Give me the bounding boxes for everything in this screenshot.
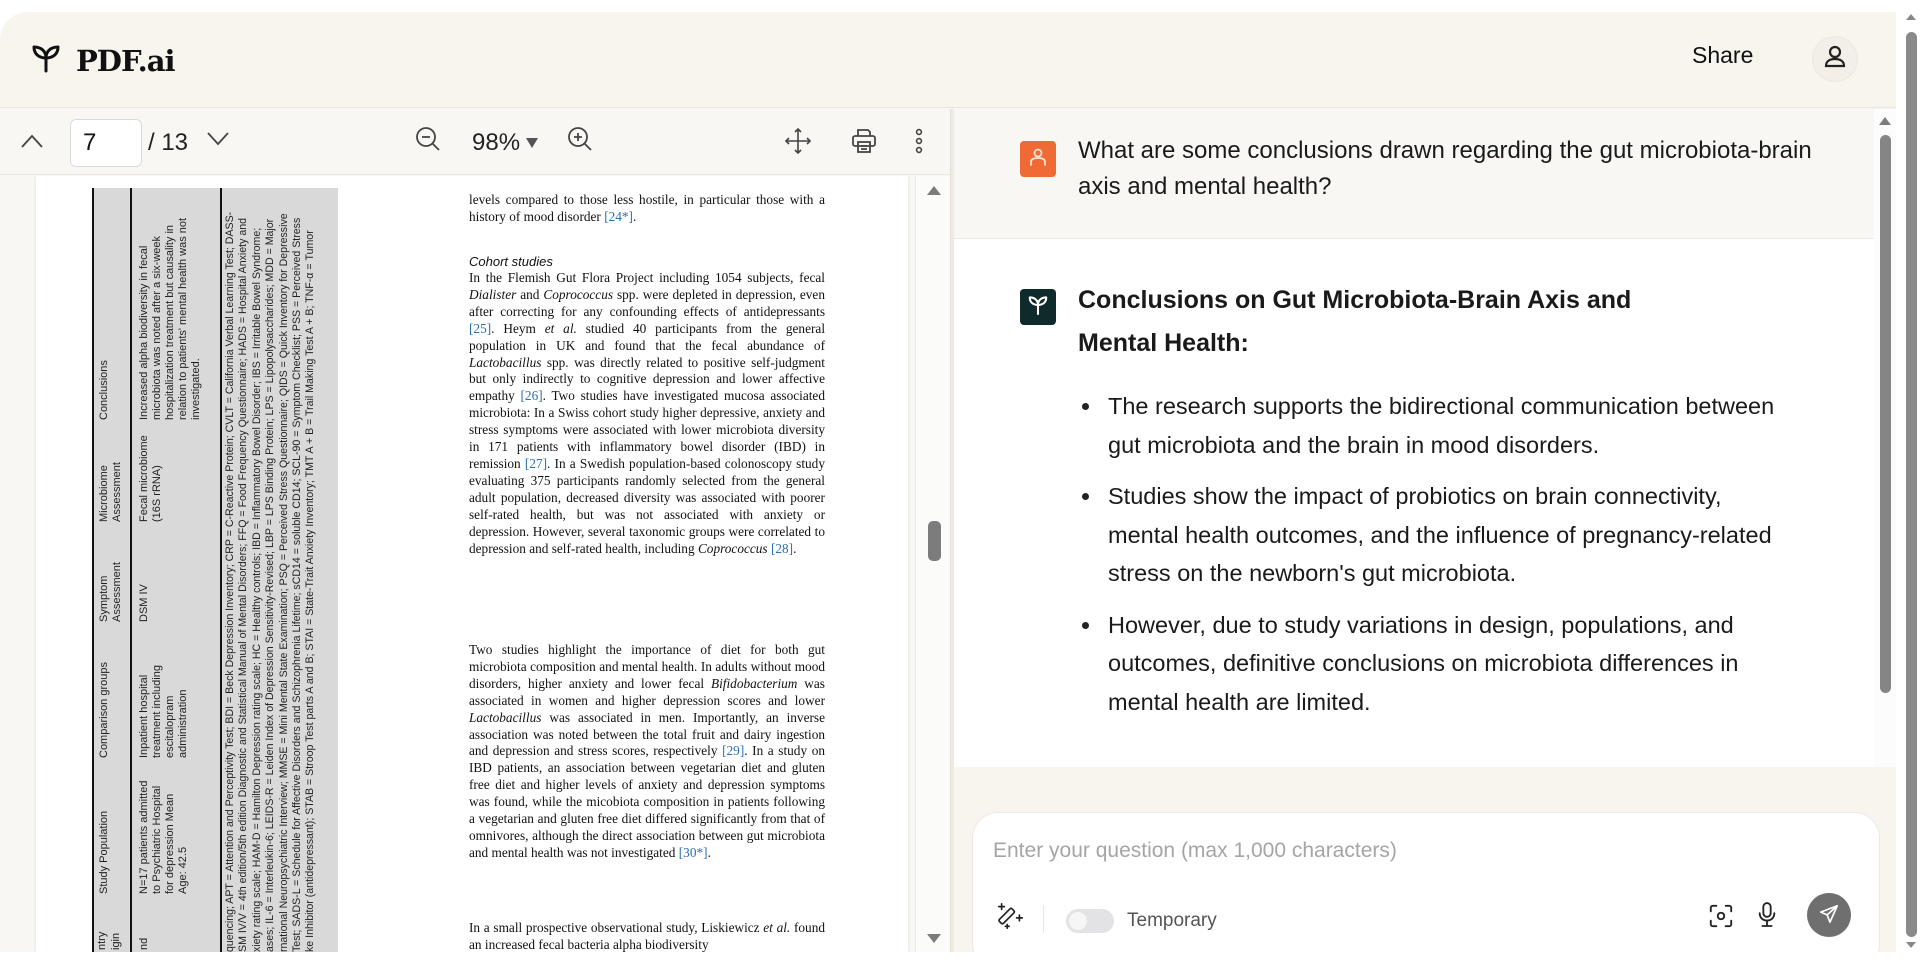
pdf-paragraph-4 xyxy=(469,920,825,952)
assistant-avatar xyxy=(1020,289,1056,325)
pdf-paragraph-2 xyxy=(469,270,825,557)
toggle-knob xyxy=(1069,912,1087,930)
scroll-up-arrow-icon[interactable] xyxy=(927,186,941,195)
citation-link[interactable]: [25] xyxy=(469,320,492,336)
table-cell-fragment: nd xyxy=(138,937,150,950)
question-input[interactable] xyxy=(993,831,1853,871)
chevron-up-icon xyxy=(18,127,46,158)
footnote-line: Test; SADS-L = Schedule for Affective Disorders and Schizophrenia Lifetime; sCD14 = soluble CD14; SCL-90 = Symptom Checklist; PSS = Perceived Stress xyxy=(291,217,304,952)
zoom-in-button[interactable] xyxy=(566,125,594,156)
paragraph-text: . Two studies have investigated mucosa associated microbiota: In a Swiss cohort study higher depressive, anxiety and stress symptoms were associated with lower microbiota diversity in 171 patients with inflammatory bowel disorder (IBD) in remission xyxy=(469,388,825,471)
chevron-down-icon xyxy=(204,125,232,156)
italic-term: et al. xyxy=(763,920,791,935)
citation-link[interactable]: [24*] xyxy=(604,208,633,224)
paragraph-text: levels compared to those less hostile, in particular those with a history of mood disorder xyxy=(469,192,825,224)
citation-link[interactable]: [27] xyxy=(524,455,548,471)
scrollbar-thumb[interactable] xyxy=(928,521,941,561)
paragraph-text: . xyxy=(793,540,797,556)
screenshot-button[interactable] xyxy=(1705,901,1737,933)
send-icon xyxy=(1818,903,1840,928)
brand-name: PDF.ai xyxy=(76,43,175,78)
divider xyxy=(1043,905,1044,933)
temporary-label: Temporary xyxy=(1127,910,1217,931)
italic-term: Bifidobacterium xyxy=(710,675,798,691)
footnote-line: rnational Neuropsychiatric Interview; MMSE = Mini Mental State Examination; PSQ = Perceived Stress Questionnaire; QIDS = Quick Inventory for Depressive xyxy=(277,213,290,952)
scroll-down-arrow-icon[interactable] xyxy=(927,934,941,943)
printer-icon xyxy=(850,127,878,158)
paragraph-text: and xyxy=(516,286,544,302)
user-message xyxy=(954,109,1874,239)
citation-link[interactable]: [26] xyxy=(520,388,543,404)
footnote-line: SM IV/V = 4th edition/5th edition Diagnostic and Statistical Manual of Mental Disorders; FFQ = Food Frequency Questionnaire; HADS = Hospital Anxiety and xyxy=(237,218,250,952)
temporary-toggle[interactable] xyxy=(1066,909,1114,933)
move-icon xyxy=(784,127,812,158)
scrollbar-thumb[interactable] xyxy=(1880,135,1891,693)
user-icon xyxy=(1026,145,1050,174)
app-window xyxy=(0,12,1896,952)
previous-page-button[interactable] xyxy=(18,127,46,158)
pdf-paragraph-1: levels compared to those less hostile, in particular those with a history of mood disorder [24*]. xyxy=(469,192,825,224)
pdf-toolbar xyxy=(0,109,950,175)
answer-bullet: Studies show the impact of probiotics on brain connectivity, mental health outcomes, and the influence of pregnancy-related stress on the newborn's gut microbiota. xyxy=(1078,477,1778,593)
footnote-line: ke Inhibitor (antidepressant); STAB = Stroop Test parts A and B; STAI = State-Trait Anxiety Inventory; TMT A + B = Trail Making Test A + B; TNF-α = Tumor xyxy=(304,230,317,952)
italic-term: Coprococcus xyxy=(543,286,614,302)
table-cell: Inpatient hospital treatment including escitalopram administration xyxy=(138,665,189,758)
more-options-button[interactable] xyxy=(906,127,932,158)
italic-term: et al. xyxy=(544,320,577,336)
paragraph-text: . Heym xyxy=(491,320,545,336)
paragraph-text: In a small prospective observational study, Liskiewicz xyxy=(469,920,764,935)
table-header-row xyxy=(92,188,132,952)
user-avatar xyxy=(1020,141,1056,177)
enhance-prompt-button[interactable] xyxy=(995,901,1027,933)
table-header-cell: Symptom Assessment xyxy=(98,562,123,622)
paragraph-text: spp. were depleted in depression, even after correcting for any confounding effects of antidepressants xyxy=(469,286,825,319)
italic-term: Dialister xyxy=(469,286,517,302)
footnote-line: ases; IL-6 = Interleukin-6; LEIDS-R = Leiden Index of Depression Sensitivity-Revised; LBP = LPS Binding Protein; LPS = Lipopolysaccharides; MDD = Major xyxy=(264,218,277,952)
share-button[interactable]: Share xyxy=(1692,42,1754,68)
page-number-input[interactable] xyxy=(70,119,142,167)
brand-logo[interactable] xyxy=(30,42,175,79)
table-cell-fragment: igin xyxy=(110,932,122,950)
user-menu-button[interactable] xyxy=(1812,36,1858,82)
top-header xyxy=(0,12,1896,108)
zoom-level-dropdown[interactable] xyxy=(472,129,538,157)
italic-term: Lactobacillus xyxy=(469,709,542,725)
answer-bullet: The research supports the bidirectional communication between gut microbiota and the brain in mood disorders. xyxy=(1078,387,1778,464)
zoom-level-value: 98% xyxy=(472,129,521,156)
citation-link[interactable]: [30*] xyxy=(678,844,708,860)
paragraph-text: was associated in men. Importantly, an inverse association was noted between the total fruit and dairy ingestion and depression and stress scores, respectively xyxy=(469,709,825,759)
rotated-table xyxy=(92,188,338,952)
next-page-button[interactable] xyxy=(204,125,232,156)
answer-bullet: However, due to study variations in design, populations, and outcomes, definitive conclusions on microbiota differences in mental health are limited. xyxy=(1078,606,1778,722)
scroll-down-arrow-icon[interactable] xyxy=(1906,942,1916,948)
pan-tool-button[interactable] xyxy=(784,127,812,158)
pdf-page xyxy=(36,176,908,952)
pdf-paragraph-3 xyxy=(469,642,825,862)
paragraph-text: studied 40 participants from the general population in UK and found that the fecal abundance of xyxy=(469,320,826,353)
pdf-viewer-pane xyxy=(0,109,950,952)
answer-title: Conclusions on Gut Microbiota-Brain Axis and Mental Health: xyxy=(1078,286,1632,357)
chat-scrollbar[interactable] xyxy=(1874,109,1896,767)
table-cell: Fecal microbiome (16S rRNA) xyxy=(138,435,163,522)
more-vertical-icon xyxy=(913,127,925,158)
italic-term: Coprococcus xyxy=(697,540,768,556)
paragraph-text: was associated in women and higher depression scores and lower xyxy=(469,675,825,708)
citation-link[interactable]: [29] xyxy=(722,743,745,759)
scroll-up-arrow-icon[interactable] xyxy=(1906,14,1916,20)
print-button[interactable] xyxy=(850,127,878,158)
table-header-cell: Comparison groups xyxy=(98,662,110,758)
paragraph-text: . xyxy=(707,844,711,860)
chat-messages xyxy=(954,109,1896,767)
user-question-text: What are some conclusions drawn regarding the gut microbiota-brain axis and mental health? xyxy=(1078,137,1812,200)
zoom-out-button[interactable] xyxy=(414,125,442,156)
section-heading: Cohort studies xyxy=(469,254,553,269)
pdf-document-area[interactable] xyxy=(0,176,950,952)
italic-term: Lactobacillus xyxy=(469,354,542,370)
user-icon xyxy=(1821,43,1849,76)
send-button[interactable] xyxy=(1807,893,1851,937)
table-cell: N=17 patients admitted to Psychiatric Hospital for depression Mean Age: 42.5 xyxy=(138,780,189,894)
table-footnote xyxy=(220,188,318,952)
scrollbar-thumb[interactable] xyxy=(1906,32,1917,937)
chat-input-box xyxy=(972,812,1880,952)
table-header-cell: Microbiome Assessment xyxy=(98,462,123,522)
table-cell: Increased alpha biodiversity in fecal microbiota was noted after a six-week hospitalization treatment but causality in relation to patients' mental health was not investigated. xyxy=(138,217,202,420)
sprout-icon xyxy=(30,42,62,79)
pdf-scrollbar[interactable] xyxy=(915,176,950,952)
footnote-line: quencing; APT = Attention and Perceptivity Test; BDI = Beck Depression Inventory; CRP = C-Reactive Protein; CVLT = California Verbal Learning Test; DASS- xyxy=(224,211,236,952)
table-header-cell: Study Population xyxy=(98,810,110,894)
footnote-line: xiety rating scale; HAM-D = Hamilton Depression rating scale; HC = Healthy controls; IBD = Inflammatory Bowel Disorder; IBS = Irritable Bowel Syndrome; xyxy=(250,227,263,952)
paragraph-text: In the Flemish Gut Flora Project including 1054 subjects, fecal xyxy=(469,270,825,285)
table-cell: DSM IV xyxy=(138,584,150,622)
page-total: / 13 xyxy=(148,129,189,156)
paragraph-text: . In a study on IBD patients, an association between vegetarian diet and gluten free diet and higher levels of anxiety and depression symptoms was found, while the micobiota composition in patients following a vegetarian and gluten free diet differed significantly from that of omnivores, although the direct association between gut microbiota and mental health was not investigated xyxy=(469,743,825,860)
chat-pane xyxy=(954,109,1896,952)
paragraph-text: . In a Swedish population-based colonoscopy study evaluating 375 participants randomly selected from the general adult population, decreased diversity was associated with poorer self-rated health, but was not associated with anxiety or depression. However, several taxonomic groups were correlated to depression and self-rated health, including xyxy=(469,455,825,556)
voice-input-button[interactable] xyxy=(1751,899,1783,933)
sprout-icon xyxy=(1027,294,1049,321)
paragraph-text: Two studies highlight the importance of diet for both gut microbiota composition and mental health. In adults without mood disorders, higher anxiety and lower fecal xyxy=(469,642,825,691)
table-header-cell: Conclusions xyxy=(98,360,110,420)
caret-down-icon xyxy=(526,138,538,148)
screenshot-icon xyxy=(1708,903,1734,932)
paragraph-text: spp. was directly related to positive self-judgment but only indirectly to cognitive depression and lower affective empathy xyxy=(469,354,825,404)
answer-bullet-list xyxy=(1078,387,1778,734)
magic-wand-icon xyxy=(996,919,1026,934)
page-scrollbar[interactable] xyxy=(1902,12,1920,952)
citation-link[interactable]: [28] xyxy=(770,540,794,556)
paragraph-text: found an increased fecal bacteria alpha biodiversity xyxy=(469,920,825,952)
microphone-icon xyxy=(1756,901,1778,932)
table-cell-fragment: ntry xyxy=(96,931,108,950)
scroll-up-arrow-icon[interactable] xyxy=(1879,117,1891,125)
zoom-in-icon xyxy=(566,125,594,156)
zoom-out-icon xyxy=(414,125,442,156)
